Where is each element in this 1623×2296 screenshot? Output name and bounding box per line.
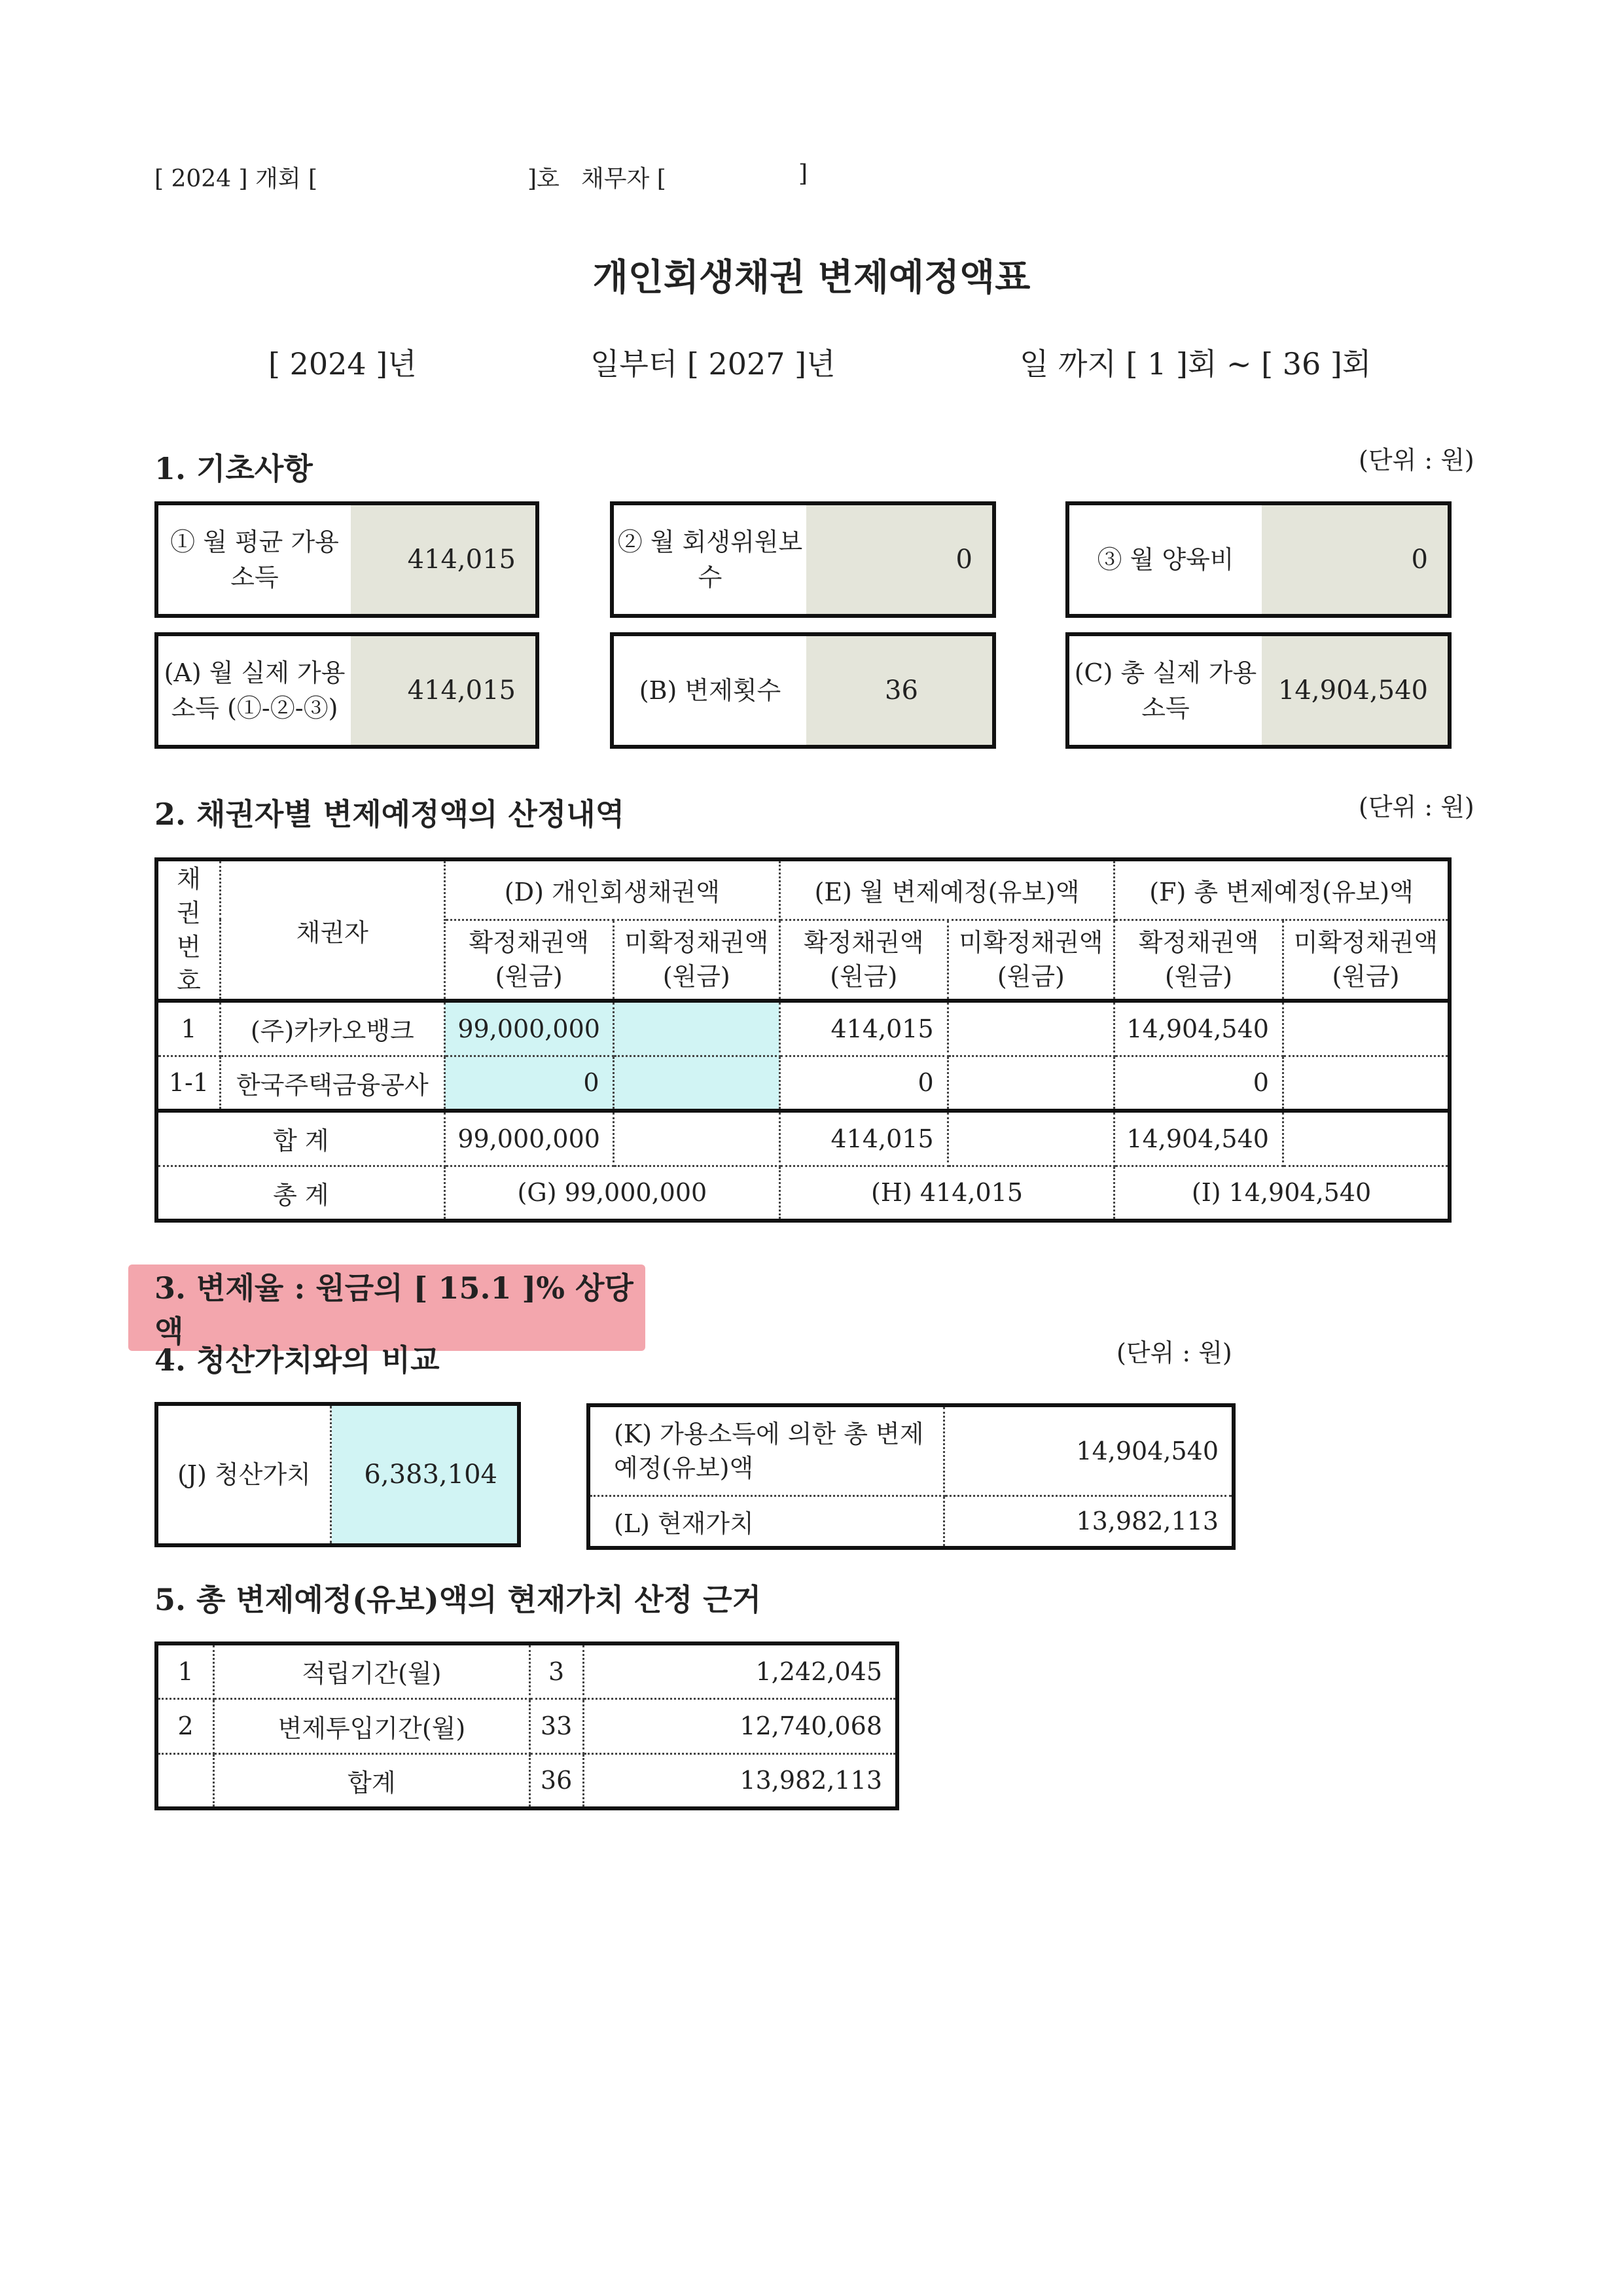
cell-amount: 13,982,113: [583, 1753, 897, 1808]
box-label: ① 월 평균 가용소득: [170, 528, 339, 592]
cell-no: 1-1: [156, 1056, 220, 1111]
box-label: (C) 총 실제 가용소득: [1074, 658, 1257, 723]
present-value-label: (L) 현재가치: [588, 1496, 944, 1548]
liquidation-value: 6,383,104: [332, 1406, 517, 1543]
box-label: (B) 변제횟수: [639, 676, 781, 705]
cell-f-confirmed: 0: [1115, 1056, 1283, 1111]
subtotal-f-unconfirmed: [1283, 1111, 1450, 1166]
cell-label: 적립기간(월): [214, 1643, 529, 1698]
section-1-title: 1. 기초사항: [154, 451, 313, 486]
cell-f-unconfirmed: [1283, 1056, 1450, 1111]
cell-e-confirmed: 0: [779, 1056, 948, 1111]
header-d: (D) 개인회생채권액: [444, 859, 779, 920]
period-line: [0, 340, 1623, 380]
cell-months: 33: [529, 1698, 583, 1753]
cell-e-unconfirmed: [948, 1001, 1114, 1056]
header-e-unconfirmed: 미확정채권액 (원금): [948, 920, 1114, 1001]
cell-creditor: (주)카카오뱅크: [220, 1001, 444, 1056]
total-row: [156, 1166, 1450, 1221]
cell-months: 3: [529, 1643, 583, 1698]
subtotal-row: [156, 1111, 1450, 1166]
box-label: ② 월 회생위원보수: [617, 528, 803, 592]
period-start: [ 2024 ]년: [268, 346, 417, 382]
section-5-title: 5. 총 변제예정(유보)액의 현재가치 산정 근거: [154, 1582, 762, 1617]
table-row: [156, 1001, 1450, 1056]
total-i: (I) 14,904,540: [1115, 1166, 1450, 1221]
subtotal-d-unconfirmed: [613, 1111, 779, 1166]
box-value: 36: [806, 636, 992, 745]
box-actual-income: [154, 632, 539, 749]
cell-e-unconfirmed: [948, 1056, 1114, 1111]
liquidation-value-box: [154, 1402, 521, 1547]
subtotal-label: 합 계: [156, 1111, 444, 1166]
cell-f-unconfirmed: [1283, 1001, 1450, 1056]
box-label: (A) 월 실제 가용소득 (①-②-③): [164, 658, 346, 723]
section-2-title: 2. 채권자별 변제예정액의 산정내역: [154, 797, 625, 832]
case-number-close: ]호: [527, 166, 560, 192]
cell-no: 2: [156, 1698, 214, 1753]
box-label: ③ 월 양육비: [1097, 545, 1234, 574]
table-row: [156, 1753, 897, 1808]
section-4-title: 4. 청산가치와의 비교: [154, 1342, 440, 1378]
creditor-table: [154, 857, 1452, 1223]
box-total-income: [1065, 632, 1452, 749]
repayment-rate-banner: 3. 변제율 : 원금의 [ 15.1 ]% 상당액: [128, 1265, 645, 1351]
cell-amount: 1,242,045: [583, 1643, 897, 1698]
section-4-unit: (단위 : 원): [1116, 1338, 1232, 1367]
header-creditor: 채권자: [220, 859, 444, 1001]
header-f-unconfirmed: 미확정채권액 (원금): [1283, 920, 1450, 1001]
header-d-confirmed: 확정채권액 (원금): [444, 920, 613, 1001]
period-rounds: 일 까지 [ 1 ]회 ~ [ 36 ]회: [1020, 346, 1372, 382]
table-row: [156, 1698, 897, 1753]
cell-d-confirmed: 0: [444, 1056, 613, 1111]
box-value: 0: [1262, 505, 1448, 614]
box-value: 0: [806, 505, 992, 614]
header-creditor-no: 채권 번호: [156, 859, 220, 1001]
total-repayment-label: (K) 가용소득에 의한 총 변제예정(유보)액: [588, 1405, 944, 1496]
table-row: [156, 1643, 897, 1698]
box-value: 414,015: [351, 505, 535, 614]
debtor-close: ]: [798, 160, 808, 187]
header-d-unconfirmed: 미확정채권액 (원금): [613, 920, 779, 1001]
comparison-table: [586, 1403, 1236, 1550]
header-f-confirmed: 확정채권액 (원금): [1115, 920, 1283, 1001]
table-row: [156, 1056, 1450, 1111]
page-title: 개인회생채권 변제예정액표: [592, 256, 1031, 299]
box-child-support: [1065, 501, 1452, 618]
subtotal-e-confirmed: 414,015: [779, 1111, 948, 1166]
period-end: 일부터 [ 2027 ]년: [590, 346, 836, 382]
cell-d-confirmed: 99,000,000: [444, 1001, 613, 1056]
box-monthly-income: [154, 501, 539, 618]
present-value-basis-table: [154, 1641, 899, 1810]
total-g: (G) 99,000,000: [444, 1166, 779, 1221]
section-2-unit: (단위 : 원): [1359, 793, 1474, 821]
total-h: (H) 414,015: [779, 1166, 1114, 1221]
case-number-text: [ 2024 ] 개회 [: [154, 166, 318, 192]
cell-no: 1: [156, 1001, 220, 1056]
subtotal-f-confirmed: 14,904,540: [1115, 1111, 1283, 1166]
subtotal-d-confirmed: 99,000,000: [444, 1111, 613, 1166]
cell-e-confirmed: 414,015: [779, 1001, 948, 1056]
cell-months: 36: [529, 1753, 583, 1808]
debtor-label: 채무자 [: [581, 166, 666, 192]
cell-d-unconfirmed: [613, 1001, 779, 1056]
box-commissioner-fee: [610, 501, 996, 618]
box-value: 414,015: [351, 636, 535, 745]
total-repayment-value: 14,904,540: [944, 1405, 1234, 1496]
cell-no: 1: [156, 1643, 214, 1698]
liquidation-label: (J) 청산가치: [158, 1406, 332, 1543]
cell-label: 변제투입기간(월): [214, 1698, 529, 1753]
section-1-unit: (단위 : 원): [1359, 446, 1474, 475]
cell-amount: 12,740,068: [583, 1698, 897, 1753]
header-e-confirmed: 확정채권액 (원금): [779, 920, 948, 1001]
present-value-value: 13,982,113: [944, 1496, 1234, 1548]
cell-f-confirmed: 14,904,540: [1115, 1001, 1283, 1056]
subtotal-e-unconfirmed: [948, 1111, 1114, 1166]
box-value: 14,904,540: [1262, 636, 1448, 745]
header-e: (E) 월 변제예정(유보)액: [779, 859, 1114, 920]
cell-no: [156, 1753, 214, 1808]
header-f: (F) 총 변제예정(유보)액: [1115, 859, 1450, 920]
total-label: 총 계: [156, 1166, 444, 1221]
box-repayment-count: [610, 632, 996, 749]
cell-d-unconfirmed: [613, 1056, 779, 1111]
cell-creditor: 한국주택금융공사: [220, 1056, 444, 1111]
cell-label: 합계: [214, 1753, 529, 1808]
